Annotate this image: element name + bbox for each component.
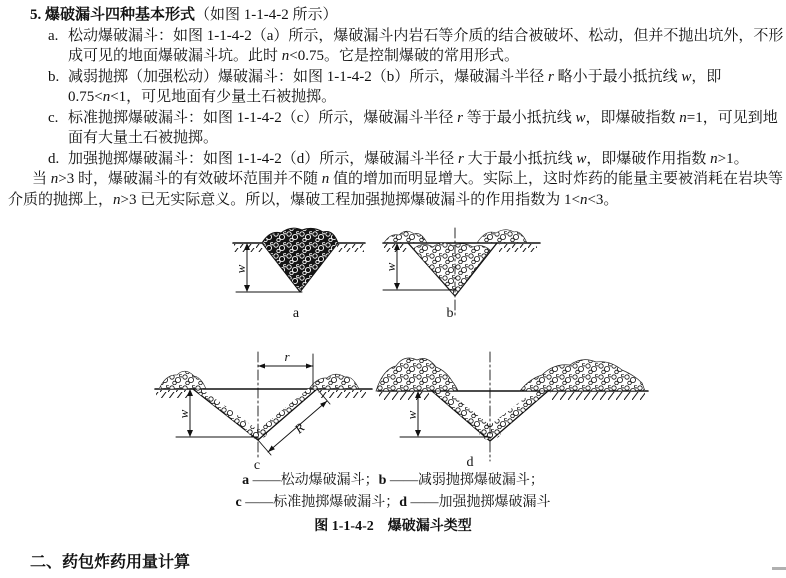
list-item-d [8,149,784,170]
mound-c-left [159,371,206,389]
list-item-a-text: 松动爆破漏斗：如图 1-1-4-2（a）所示，爆破漏斗内岩石等介质的结合被破坏、松动，但并不抛出坑外，不形成可见的地面爆破漏斗坑。此时 n<0.75。它是控制爆破的常用形式。 [68,27,784,64]
diagram-a-label: a [292,306,300,321]
section5-title: 爆破漏斗四种基本形式 [45,7,196,23]
mound-b-left [384,231,427,243]
dim-label-w-a: w [233,264,248,274]
dim-label-r-c: r [284,349,290,364]
text-block [0,5,786,210]
section5-number: 5. [30,7,42,23]
figure-caption-line1: a ——松动爆破漏斗；b ——减弱抛掷爆破漏斗； [242,473,544,488]
mound-c-right [309,374,359,389]
list-item-c-text: 标准抛掷爆破漏斗：如图 1-1-4-2（c）所示，爆破漏斗半径 r 等于最小抵抗线 w，即爆破指数 n=1，可见到地面有大量土石被抛掷。 [68,109,778,146]
diagram-d-label: d [466,455,474,470]
body-paragraph: 当 n>3 时，爆破漏斗的有效破坏范围并不随 n 值的增加而明显增大。实际上，这时炸药的能量主要被消耗在岩块等介质的抛掷上，n>3 已无实际意义。所以，爆破工程加强抛掷爆破漏斗的作用指数为 1<n<3。 [8,171,783,208]
diagram-d [376,352,648,470]
crater-diagrams-figure [140,222,660,474]
dim-label-w-b: w [383,262,398,272]
list-item-a-label: a. [48,27,59,44]
list-item-a [8,26,784,67]
dim-label-w-c: w [176,409,191,419]
ground-hatch-a-right [337,244,364,252]
mound-d-left [376,358,458,391]
diagram-c-label: c [253,458,261,473]
diagram-b-label: b [446,306,454,321]
diagram-a [233,228,365,321]
ground-hatch-b-right [499,244,537,252]
dim-label-w-d: w [404,410,419,420]
list-item-c [8,108,784,149]
crater-a-rubble [262,228,338,292]
mound-b-right [477,230,527,243]
list-item-c-label: c. [48,109,59,126]
diagram-c [155,349,372,473]
figure-caption-title: 图 1-1-4-2 爆破漏斗类型 [314,519,472,534]
dim-label-R-c: R [291,419,308,437]
ground-hatch-d-left [379,392,429,400]
figure-caption-block [0,470,786,538]
figure-caption-line2: c ——标准抛掷爆破漏斗；d ——加强抛掷爆破漏斗 [235,495,551,510]
scrollbar-fragment[interactable] [772,567,786,570]
section5-heading [30,5,784,26]
list-item-b [8,67,784,108]
crater-b-rubble [413,243,490,296]
section2-heading: 二、药包炸药用量计算 [30,554,191,571]
list-item-b-text: 减弱抛掷（加强松动）爆破漏斗：如图 1-1-4-2（b）所示，爆破漏斗半径 r 略小于最小抵抗线 w，即 0.75<n<1，可见地面有少量土石被抛掷。 [68,68,722,105]
list-item-d-label: d. [48,150,60,167]
mound-d-right [520,360,645,391]
list-item-d-text: 加强抛掷爆破漏斗：如图 1-1-4-2（d）所示，爆破漏斗半径 r 大于最小抵抗线 w，即爆破作用指数 n>1。 [68,150,749,167]
ground-hatch-c-right [318,390,366,398]
section5-suffix: （如图 1-1-4-2 所示） [195,7,338,23]
ground-hatch-d-right [550,392,645,400]
ground-hatch-c-left [156,390,192,398]
diagram-b [383,228,540,321]
dimension-r-c [258,349,313,389]
list-item-b-label: b. [48,68,60,85]
